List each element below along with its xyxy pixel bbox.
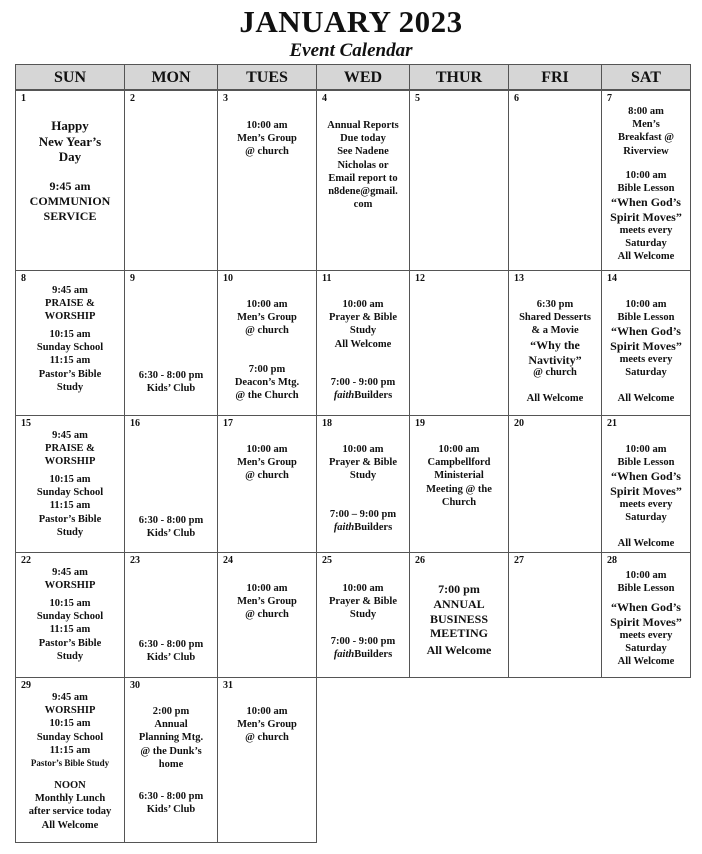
day-cell[interactable] xyxy=(508,270,602,416)
weekday-header-fri: FRI xyxy=(508,64,602,90)
event-text: 10:00 am Men’s Group @ church xyxy=(237,299,297,337)
day-cell[interactable] xyxy=(601,415,691,553)
day-cell[interactable] xyxy=(217,90,317,271)
event-text: 6:30 - 8:00 pm Kids’ Club xyxy=(138,370,204,395)
weekday-header-tues: TUES xyxy=(217,64,317,90)
day-number: 17 xyxy=(223,418,233,429)
event-text: 8:00 am Men’s Breakfast @ Riverview xyxy=(618,106,674,157)
event-text: 2:00 pm Annual Planning Mtg. @ the Dunk’s home xyxy=(138,706,204,770)
event-text xyxy=(319,389,407,402)
event-text: All Welcome xyxy=(617,393,675,404)
day-number: 18 xyxy=(322,418,332,429)
day-number: 20 xyxy=(514,418,524,429)
day-number: 10 xyxy=(223,273,233,284)
event-text: “When God’s Spirit Moves” xyxy=(610,324,682,353)
event-text: meets every Saturday xyxy=(619,499,673,524)
day-cell[interactable] xyxy=(15,415,125,553)
builders-text: Builders xyxy=(354,522,393,533)
faith-text: faith xyxy=(333,390,355,401)
day-number: 24 xyxy=(223,555,233,566)
calendar-subtitle: Event Calendar xyxy=(289,40,413,61)
event-text: 9:45 am COMMUNION SERVICE xyxy=(29,179,111,223)
day-cell[interactable] xyxy=(601,270,691,416)
faith-text: faith xyxy=(333,649,355,660)
day-cell[interactable] xyxy=(15,90,125,271)
day-number: 5 xyxy=(415,93,420,104)
day-cell[interactable] xyxy=(124,415,218,553)
event-text: 10:15 am Sunday School 11:15 am Pastor’s Bible Study xyxy=(36,474,104,538)
event-text: 7:00 pm ANNUAL BUSINESS MEETING xyxy=(429,582,489,641)
day-cell[interactable] xyxy=(15,552,125,678)
day-number: 3 xyxy=(223,93,228,104)
day-number: 15 xyxy=(21,418,31,429)
day-cell[interactable] xyxy=(15,677,125,843)
day-cell[interactable] xyxy=(217,677,317,843)
event-text: 7:00 - 9:00 pm xyxy=(330,636,396,647)
day-number: 7 xyxy=(607,93,612,104)
event-text: 10:00 am Bible Lesson xyxy=(617,170,675,195)
day-number: 27 xyxy=(514,555,524,566)
day-number: 23 xyxy=(130,555,140,566)
event-text: meets every Saturday All Welcome xyxy=(617,225,675,263)
event-text: 7:00 pm Deacon’s Mtg. @ the Church xyxy=(234,364,300,402)
day-number: 8 xyxy=(21,273,26,284)
day-number: 19 xyxy=(415,418,425,429)
day-cell[interactable] xyxy=(508,90,602,271)
weekday-header-sun: SUN xyxy=(15,64,125,90)
day-cell[interactable] xyxy=(124,270,218,416)
day-number: 14 xyxy=(607,273,617,284)
event-text xyxy=(319,648,407,661)
day-cell[interactable] xyxy=(409,552,509,678)
event-text: meets every Saturday xyxy=(619,630,673,655)
event-text: 10:00 am Campbellford Ministerial Meeting @ the Church xyxy=(426,444,492,508)
day-cell[interactable] xyxy=(124,90,218,271)
day-number: 2 xyxy=(130,93,135,104)
event-text: 10:00 am Bible Lesson xyxy=(617,299,675,324)
event-text: 6:30 - 8:00 pm Kids’ Club xyxy=(138,639,204,664)
day-cell[interactable] xyxy=(316,90,410,271)
event-text: “When God’s Spirit Moves” xyxy=(610,600,682,629)
day-cell[interactable] xyxy=(15,270,125,416)
day-cell[interactable] xyxy=(217,552,317,678)
weekday-header-mon: MON xyxy=(124,64,218,90)
event-text: 7:00 – 9:00 pm xyxy=(329,509,397,520)
day-number: 31 xyxy=(223,680,233,691)
day-number: 1 xyxy=(21,93,26,104)
event-text: 6:30 pm Shared Desserts & a Movie xyxy=(519,299,591,337)
day-number: 4 xyxy=(322,93,327,104)
builders-text: Builders xyxy=(354,649,393,660)
event-text xyxy=(319,521,407,534)
day-cell[interactable] xyxy=(409,90,509,271)
event-text: 10:00 am Prayer & Bible Study xyxy=(328,583,398,621)
event-text: 10:15 am Sunday School 11:15 am Pastor’s Bible Study xyxy=(36,598,104,662)
day-number: 13 xyxy=(514,273,524,284)
day-cell[interactable] xyxy=(409,415,509,553)
day-cell[interactable] xyxy=(601,90,691,271)
event-text: All Welcome xyxy=(617,538,675,549)
event-text: 10:00 am Bible Lesson xyxy=(617,444,675,469)
day-number: 30 xyxy=(130,680,140,691)
weekday-header-wed: WED xyxy=(316,64,410,90)
event-text: 10:00 am Men’s Group @ church xyxy=(237,120,297,158)
event-text: 6:30 - 8:00 pm Kids’ Club xyxy=(138,515,204,540)
day-number: 12 xyxy=(415,273,425,284)
day-number: 25 xyxy=(322,555,332,566)
day-cell[interactable] xyxy=(124,677,218,843)
day-cell[interactable] xyxy=(316,270,410,416)
day-number: 21 xyxy=(607,418,617,429)
calendar-title: JANUARY 2023 xyxy=(239,4,463,39)
day-cell[interactable] xyxy=(217,270,317,416)
day-number: 29 xyxy=(21,680,31,691)
day-cell[interactable] xyxy=(601,552,691,678)
event-text: “When God’s Spirit Moves” xyxy=(610,469,682,498)
event-text: 9:45 am WORSHIP 10:15 am Sunday School 11:15 am xyxy=(36,692,104,756)
event-text: Happy New Year’s Day xyxy=(38,118,102,164)
event-text: “When God’s Spirit Moves” xyxy=(610,195,682,224)
event-text: 10:00 am Prayer & Bible Study All Welcome xyxy=(328,299,398,350)
event-text: 10:15 am Sunday School 11:15 am Pastor’s Bible Study xyxy=(36,329,104,393)
day-cell[interactable] xyxy=(508,552,602,678)
event-text: Pastor’s Bible Study xyxy=(30,758,110,768)
event-text: 10:00 am Prayer & Bible Study xyxy=(328,444,398,482)
weekday-header-sat: SAT xyxy=(601,64,691,90)
event-text: 10:00 am Men’s Group @ church xyxy=(237,706,297,744)
event-text: NOON Monthly Lunch after service today All Welcome xyxy=(28,780,112,831)
day-cell[interactable] xyxy=(316,552,410,678)
day-cell[interactable] xyxy=(409,270,509,416)
day-number: 6 xyxy=(514,93,519,104)
event-text: All Welcome xyxy=(617,656,675,667)
day-cell[interactable] xyxy=(217,415,317,553)
event-text: All Welcome xyxy=(526,393,584,404)
builders-text: Builders xyxy=(354,390,393,401)
day-number: 16 xyxy=(130,418,140,429)
event-text: “Why the Navtivity” xyxy=(528,338,582,367)
day-number: 9 xyxy=(130,273,135,284)
event-text: Annual Reports Due today See Nadene Nicholas or Email report to n8dene@gmail. com xyxy=(327,120,399,211)
event-text: 6:30 - 8:00 pm Kids’ Club xyxy=(138,791,204,816)
event-text: 9:45 am PRAISE & WORSHIP xyxy=(44,285,96,323)
event-text: 9:45 am PRAISE & WORSHIP xyxy=(44,430,96,468)
event-text: meets every Saturday xyxy=(619,354,673,379)
day-number: 22 xyxy=(21,555,31,566)
event-text: 9:45 am WORSHIP xyxy=(44,567,96,592)
event-text: 10:00 am Men’s Group @ church xyxy=(237,583,297,621)
event-text: 10:00 am Men’s Group @ church xyxy=(237,444,297,482)
event-text: @ church xyxy=(533,367,577,378)
weekday-header-thur: THUR xyxy=(409,64,509,90)
day-cell[interactable] xyxy=(316,415,410,553)
day-cell[interactable] xyxy=(124,552,218,678)
day-cell[interactable] xyxy=(508,415,602,553)
day-number: 11 xyxy=(322,273,332,284)
faith-text: faith xyxy=(333,522,355,533)
event-text: 7:00 - 9:00 pm xyxy=(330,377,396,388)
day-number: 28 xyxy=(607,555,617,566)
day-number: 26 xyxy=(415,555,425,566)
event-text: 10:00 am Bible Lesson xyxy=(617,570,675,595)
event-text: All Welcome xyxy=(426,643,492,657)
